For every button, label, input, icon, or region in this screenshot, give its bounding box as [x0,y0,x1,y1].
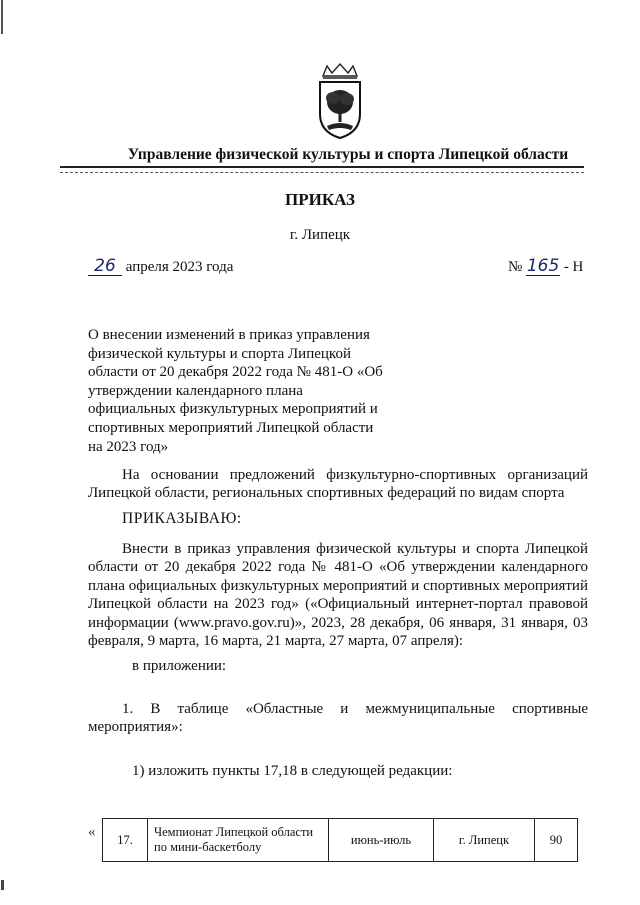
amend-paragraph: Внести в приказ управления физической культуры и спорта Липецкой области от 20 декабря 2022 года № 481-О «Об утверждении календарного плана официальных физкультурных мероприятий и спортивных мероприятий Липецкой области на 2023 год» («Официальный интернет-портал правовой информации (www.pravo.gov.ru)», 2023, 28 декабря, 06 января, 31 января, 03 февраля, 9 марта, 16 марта, 21 марта, 27 марта, 07 апреля): [88,541,588,650]
margin-mark [1,880,4,890]
event-name: Чемпионат Липецкой области по мини-баскетболу [148,819,329,862]
number-suffix: - Н [563,259,584,275]
date-rest: апреля 2023 года [125,259,234,275]
events-table [102,818,578,862]
event-place: г. Липецк [434,819,535,862]
event-dates: июнь-июль [329,819,434,862]
participants-count: 90 [535,819,578,862]
document-city: г. Липецк [289,227,351,243]
point-1-paragraph: 1. В таблице «Областные и межмуниципальные спортивные мероприятия»: [88,701,588,736]
order-word: ПРИКАЗЫВАЮ: [122,510,242,527]
subpoint-1-line: 1) изложить пункты 17,18 в следующей редакции: [132,763,453,779]
date-day: 26 [88,258,122,276]
open-quote: « [88,824,96,840]
number-value: 165 [526,256,560,276]
organization-title: Управление физической культуры и спорта Липецкой области [127,146,569,163]
header-rule [60,166,584,168]
coat-of-arms-icon [315,62,365,140]
number-prefix: № [508,259,523,275]
document-type: ПРИКАЗ [285,190,355,209]
document-number [508,258,583,276]
header-rule [60,172,584,173]
document-date [88,258,233,276]
document-subject: О внесении изменений в приказ управления физической культуры и спорта Липецкой области от 20 декабря 2022 года № 481-О «Об утверждении календарного плана официальных физкультурных мероприятий и спортивных мероприятий Липецкой области на 2023 год» [88,327,383,455]
margin-mark [1,0,3,34]
appendix-line: в приложении: [132,658,227,674]
table-row [103,819,578,862]
row-number: 17. [103,819,148,862]
basis-paragraph: На основании предложений физкультурно-спортивных организаций Липецкой области, региональных спортивных федераций по видам спорта [88,467,588,502]
